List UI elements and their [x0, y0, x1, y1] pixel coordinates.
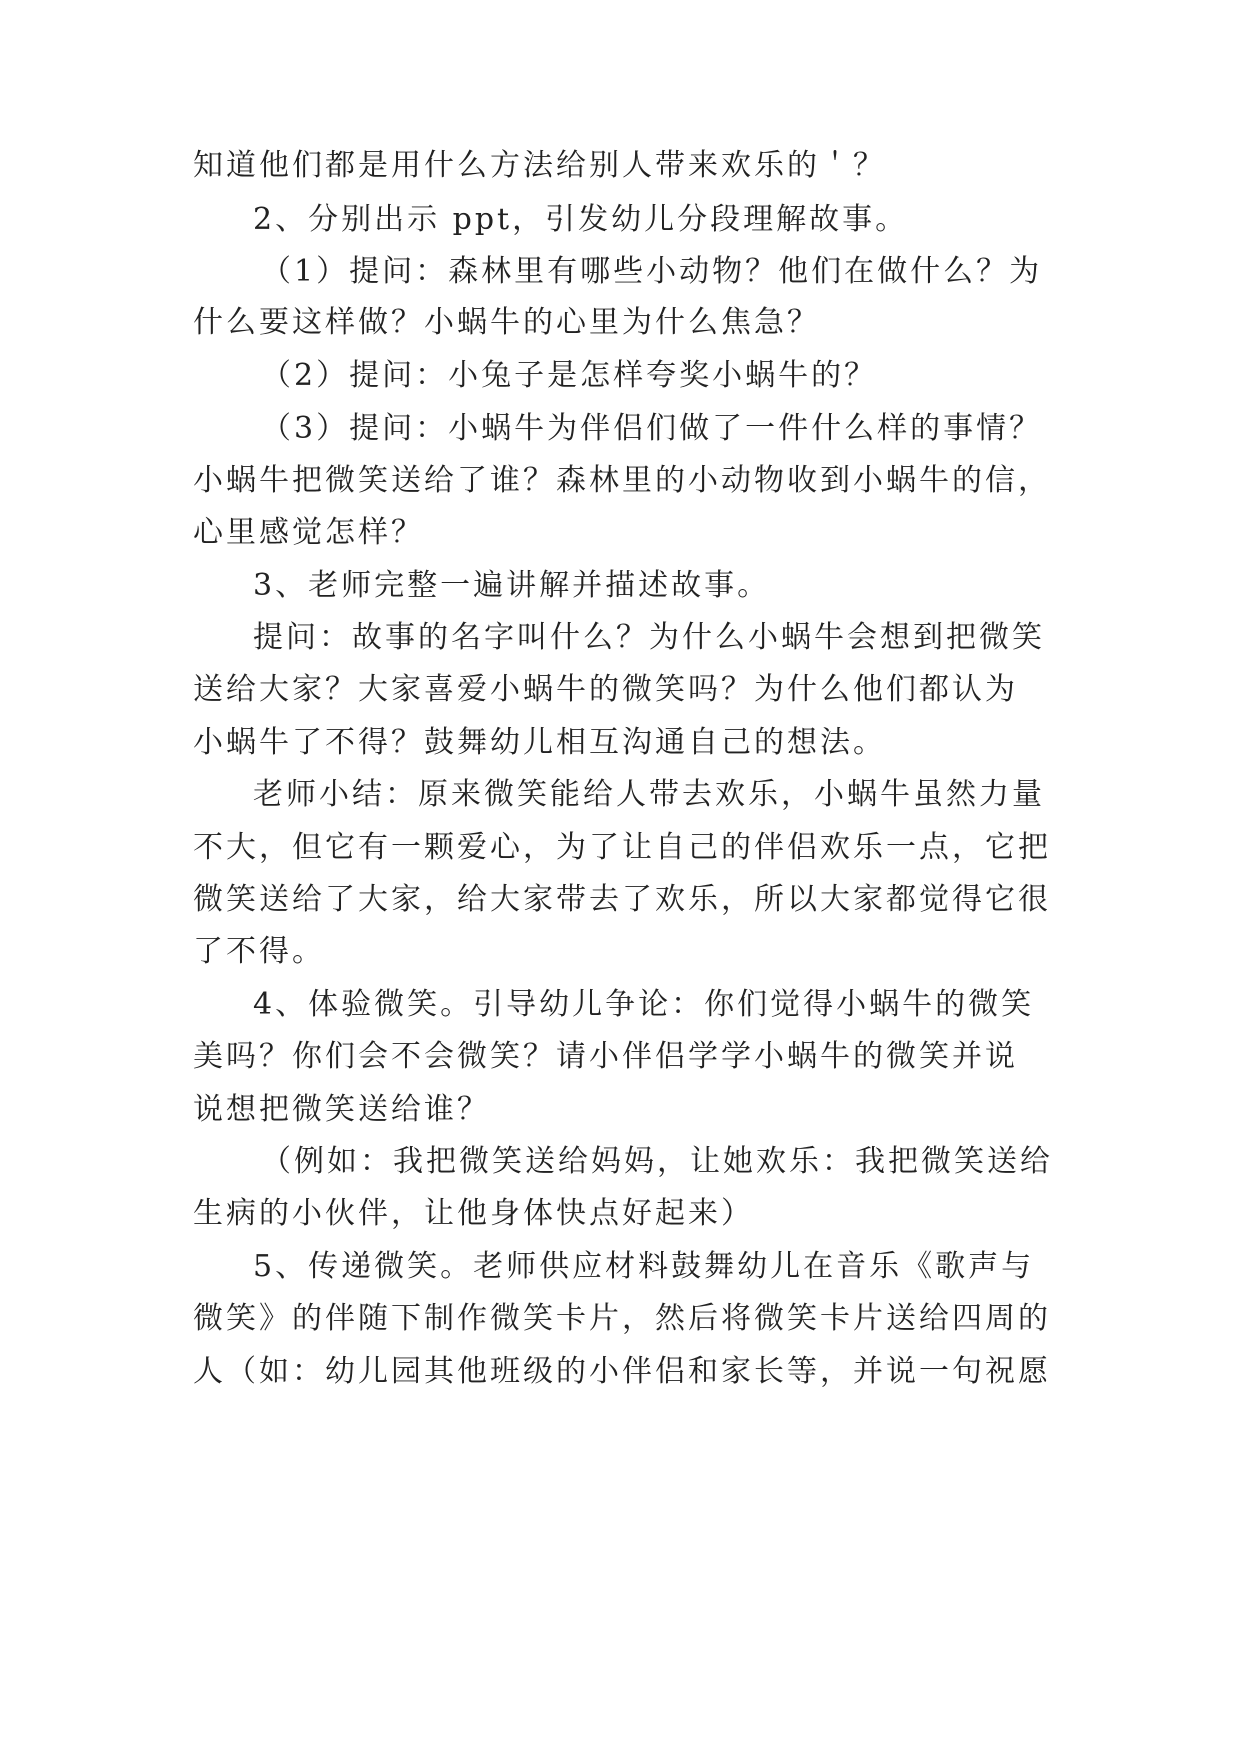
paragraph-line: （1）提问：森林里有哪些小动物？他们在做什么？为: [261, 254, 1043, 289]
paragraph-line: （例如：我把微笑送给妈妈，让她欢乐：我把微笑送给: [261, 1144, 1053, 1179]
paragraph-line: 人（如：幼儿园其他班级的小伴侣和家长等，并说一句祝愿: [193, 1354, 1051, 1389]
paragraph-line: 了不得。: [193, 934, 325, 969]
paragraph-line: 送给大家？大家喜爱小蜗牛的微笑吗？为什么他们都认为: [193, 672, 1018, 707]
paragraph-line: 3、老师完整一遍讲解并描述故事。: [253, 568, 771, 603]
paragraph-line: 4、体验微笑。引导幼儿争论：你们觉得小蜗牛的微笑: [253, 987, 1035, 1022]
paragraph-line: 心里感觉怎样？: [193, 515, 424, 550]
paragraph-line: 不大，但它有一颗爱心，为了让自己的伴侣欢乐一点，它把: [193, 830, 1051, 865]
paragraph-line: （2）提问：小兔子是怎样夸奖小蜗牛的？: [261, 358, 878, 393]
paragraph-line: 5、传递微笑。老师供应材料鼓舞幼儿在音乐《歌声与: [253, 1249, 1035, 1284]
paragraph-line: 微笑》的伴随下制作微笑卡片，然后将微笑卡片送给四周的: [193, 1301, 1051, 1336]
paragraph-line: 什么要这样做？小蜗牛的心里为什么焦急？: [193, 305, 820, 340]
paragraph-line: 老师小结：原来微笑能给人带去欢乐，小蜗牛虽然力量: [253, 777, 1045, 812]
paragraph-line: 生病的小伙伴，让他身体快点好起来）: [193, 1196, 754, 1231]
paragraph-line: 2、分别出示 ppt，引发幼儿分段理解故事。: [253, 202, 909, 237]
paragraph-line: （3）提问：小蜗牛为伴侣们做了一件什么样的事情？: [261, 411, 1043, 446]
paragraph-line: 微笑送给了大家，给大家带去了欢乐，所以大家都觉得它很: [193, 882, 1051, 917]
paragraph-line: 美吗？你们会不会微笑？请小伴侣学学小蜗牛的微笑并说: [193, 1039, 1018, 1074]
paragraph-line: 小蜗牛把微笑送给了谁？森林里的小动物收到小蜗牛的信，: [193, 463, 1051, 498]
paragraph-line: 小蜗牛了不得？鼓舞幼儿相互沟通自己的想法。: [193, 725, 886, 760]
paragraph-line: 知道他们都是用什么方法给别人带来欢乐的＇？: [193, 148, 886, 183]
paragraph-line: 说想把微笑送给谁？: [193, 1092, 490, 1127]
paragraph-line: 提问：故事的名字叫什么？为什么小蜗牛会想到把微笑: [253, 620, 1045, 655]
